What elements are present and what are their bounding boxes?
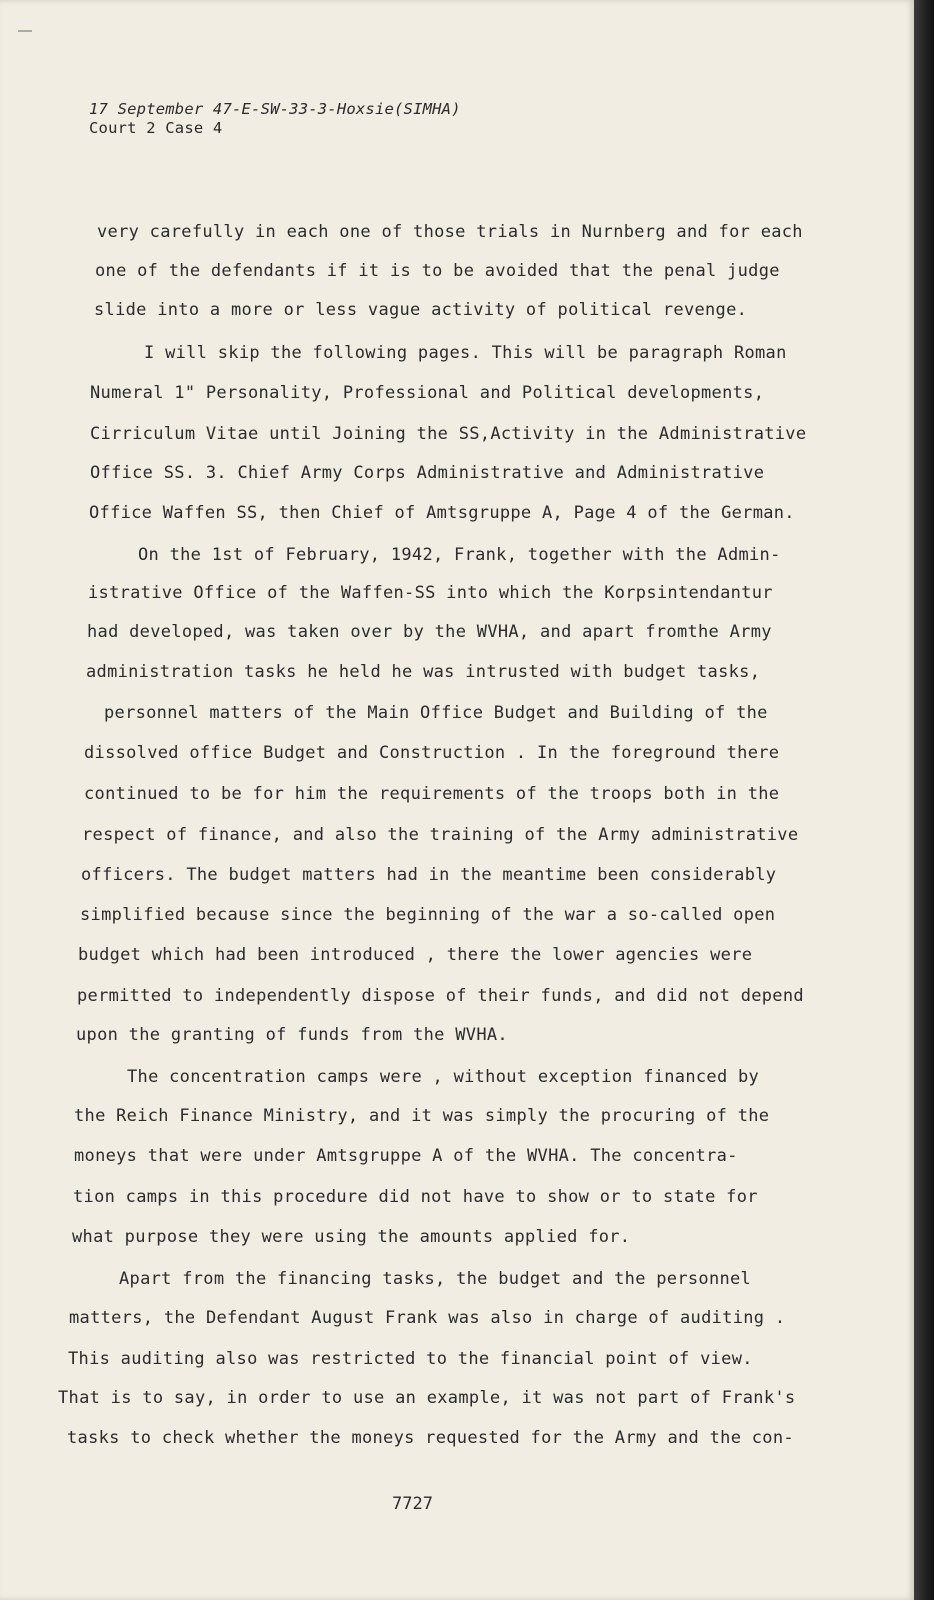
text-line: Cirriculum Vitae until Joining the SS,Activity in the Administrative xyxy=(90,424,807,444)
text-line: personnel matters of the Main Office Budget and Building of the xyxy=(104,703,768,723)
text-line: the Reich Finance Ministry, and it was simply the procuring of the xyxy=(74,1106,770,1126)
text-line: very carefully in each one of those trials in Nurnberg and for each xyxy=(97,222,803,242)
text-line: administration tasks he held he was intrusted with budget tasks, xyxy=(86,662,761,682)
text-line: officers. The budget matters had in the meantime been considerably xyxy=(81,865,777,885)
text-line: dissolved office Budget and Construction . In the foreground there xyxy=(84,743,780,763)
scan-edge xyxy=(914,0,934,1600)
header-court-line: Court 2 Case 4 xyxy=(89,119,223,137)
text-line: Numeral 1" Personality, Professional and Political developments, xyxy=(90,383,765,403)
text-line: tion camps in this procedure did not have to show or to state for xyxy=(73,1187,758,1207)
text-line: That is to say, in order to use an example, it was not part of Frank's xyxy=(58,1388,796,1408)
margin-mark xyxy=(18,30,32,32)
text-line: tasks to check whether the moneys requested for the Army and the con- xyxy=(67,1428,794,1448)
text-line: This auditing also was restricted to the financial point of view. xyxy=(68,1349,753,1369)
text-line: matters, the Defendant August Frank was also in charge of auditing . xyxy=(69,1308,786,1328)
text-line: Office Waffen SS, then Chief of Amtsgruppe A, Page 4 of the German. xyxy=(89,503,795,523)
text-line: what purpose they were using the amounts applied for. xyxy=(72,1227,631,1247)
text-line: had developed, was taken over by the WVHA, and apart fromthe Army xyxy=(87,622,772,642)
header-date-line: 17 September 47-E-SW-33-3-Hoxsie(SIMHA) xyxy=(89,100,461,118)
text-line: istrative Office of the Waffen-SS into which the Korpsintendantur xyxy=(88,583,773,603)
text-line: I will skip the following pages. This will be paragraph Roman xyxy=(144,343,787,363)
text-line: permitted to independently dispose of their funds, and did not depend xyxy=(77,986,804,1006)
text-line: The concentration camps were , without exception financed by xyxy=(127,1067,760,1087)
text-line: budget which had been introduced , there the lower agencies were xyxy=(78,945,753,965)
text-line: continued to be for him the requirements of the troops both in the xyxy=(84,784,780,804)
text-line: upon the granting of funds from the WVHA. xyxy=(76,1025,508,1045)
text-line: On the 1st of February, 1942, Frank, together with the Admin- xyxy=(138,545,781,565)
text-line: moneys that were under Amtsgruppe A of the WVHA. The concentra- xyxy=(74,1146,738,1166)
text-line: one of the defendants if it is to be avoided that the penal judge xyxy=(95,261,780,281)
text-line: Apart from the financing tasks, the budget and the personnel xyxy=(119,1269,752,1289)
page-number: 7727 xyxy=(392,1494,433,1514)
text-line: respect of finance, and also the training of the Army administrative xyxy=(82,825,799,845)
document-header xyxy=(89,100,461,138)
text-line: Office SS. 3. Chief Army Corps Administrative and Administrative xyxy=(90,463,765,483)
text-line: slide into a more or less vague activity of political revenge. xyxy=(94,300,748,320)
text-line: simplified because since the beginning of the war a so-called open xyxy=(80,905,776,925)
